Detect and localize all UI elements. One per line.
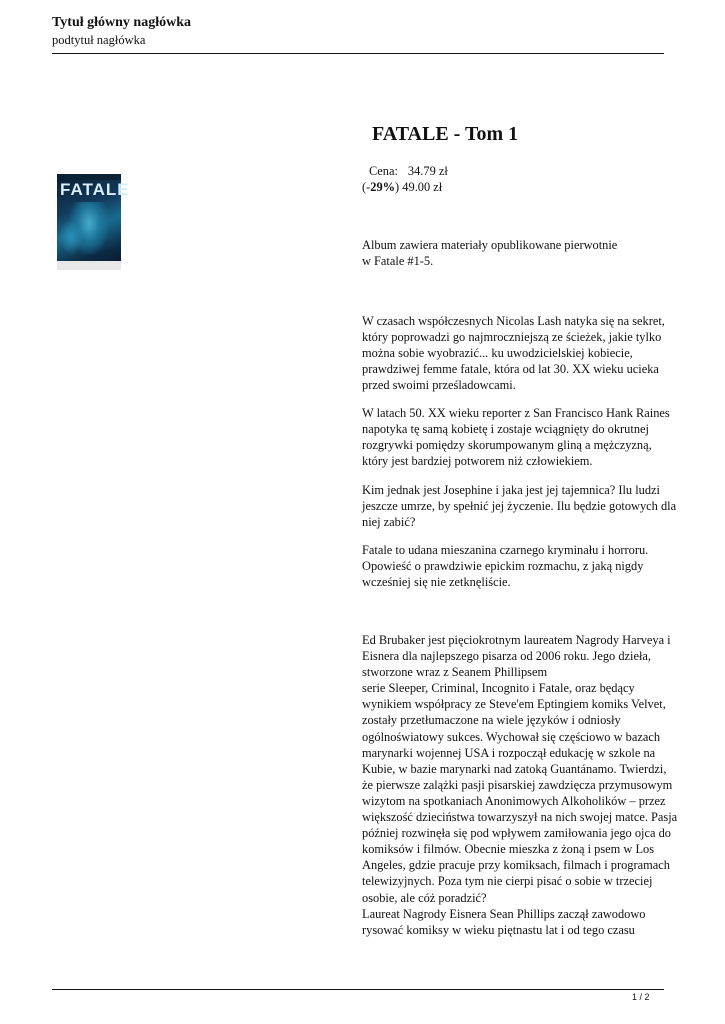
- text-line: wcześniej się nie zetknęliście.: [362, 575, 511, 590]
- price-label: Cena:: [369, 164, 398, 178]
- text-line: Album zawiera materiały opublikowane pierwotnie: [362, 238, 618, 252]
- price-value: 34.79 zł: [407, 164, 448, 178]
- header-title: Tytuł główny nagłówka: [52, 15, 191, 30]
- book-title: FATALE - Tom 1: [372, 123, 519, 145]
- paragraph-artist-bio: [362, 906, 674, 938]
- text-line: W latach 50. XX wieku reporter z San Francisco Hank Raines: [362, 406, 670, 420]
- paragraph-summary: [362, 542, 674, 590]
- text-line: zostały przetłumaczone na wiele języków i odniosły: [362, 713, 621, 728]
- page-header: [52, 14, 664, 49]
- paragraph-description: [362, 237, 674, 269]
- header-subtitle: podtytuł nagłówka: [52, 33, 146, 47]
- text-line: stworzone wraz z Seanem Phillipsem: [362, 665, 548, 680]
- discount-percent: 29%: [370, 180, 396, 194]
- discount-close: ): [395, 180, 400, 194]
- text-line: przed swoimi prześladowcami.: [362, 378, 516, 393]
- text-line: osobie, ale cóż poradzić?: [362, 890, 487, 905]
- text-line: Kubie, w bazie marynarki nad zatoką Guantánamo. Twierdzi,: [362, 761, 667, 776]
- text-line: Laureat Nagrody Eisnera Sean Phillips zaczął zawodowo: [362, 907, 646, 921]
- paragraph-plot-1: [362, 313, 674, 393]
- text-line: który poprowadzi go najmroczniejszą ze ścieżek, jakie tylko: [362, 330, 662, 345]
- text-line: prawdziwej femme fatale, która od lat 30. XX wieku ucieka: [362, 362, 659, 377]
- text-line: jeszcze umrze, by spełnić jej życzenie. Ilu będzie gotowych dla: [362, 499, 677, 514]
- text-line: później rozwinęła się pod wpływem zamiłowania jego ojca do: [362, 826, 671, 841]
- text-line: Eisnera dla najlepszego pisarza od 2006 roku. Jego dzieła,: [362, 649, 652, 664]
- text-line: Angeles, gdzie pracuje przy komiksach, filmach i programach: [362, 858, 670, 873]
- cover-bottom-strip: [57, 261, 121, 270]
- paragraph-author-bio: [362, 632, 678, 906]
- text-line: można sobie wyobrazić... ku uwodzicielskiej kobiecie,: [362, 346, 633, 361]
- text-line: rozgrywki pomiędzy skorumpowanym gliną a mężczyzną,: [362, 438, 652, 453]
- text-line: Ed Brubaker jest pięciokrotnym laureatem Nagrody Harveya i: [362, 633, 671, 647]
- discount-open: (-: [362, 180, 371, 194]
- cover-logo: FATALE: [60, 180, 130, 199]
- paragraph-plot-3: [362, 482, 677, 530]
- text-line: wizytom na spotkaniach Anonimowych Alkoholików – przez: [362, 793, 666, 808]
- old-price: 49.00 zł: [402, 180, 443, 194]
- text-line: który jest bardziej potworem niż człowiekiem.: [362, 454, 593, 469]
- text-line: Opowieść o prawdziwie epickim rozmachu, z jaką nigdy: [362, 559, 644, 574]
- cover-figure-secondary: [59, 219, 83, 255]
- text-line: rysować komiksy w wieku piętnastu lat i od tego czasu: [362, 923, 635, 938]
- text-line: wynikiem współpracy ze Steve'em Eptingiem komiks Velvet,: [362, 697, 666, 712]
- footer-rule: [52, 989, 664, 990]
- text-line: marynarki wojennej USA i rozpoczął edukację w szkole na: [362, 745, 656, 760]
- header-rule: [52, 53, 664, 54]
- price-block: [362, 163, 448, 195]
- book-cover-image: [57, 174, 130, 270]
- page-number: 1 / 2: [632, 992, 650, 1002]
- text-line: niej zabić?: [362, 515, 416, 530]
- text-line: Kim jednak jest Josephine i jaka jest jej tajemnica? Ilu ludzi: [362, 483, 660, 497]
- text-line: ogólnoświatowy sukces. Wychował się częściowo w bazach: [362, 729, 661, 744]
- text-line: komiksów i filmów. Obecnie mieszka z żoną i psem w Los: [362, 842, 655, 857]
- paragraph-plot-2: [362, 405, 674, 469]
- text-line: W czasach współczesnych Nicolas Lash natyka się na sekret,: [362, 314, 665, 328]
- text-line: że pierwsze zalążki pasji pisarskiej zawdzięcza przymusowym: [362, 777, 673, 792]
- text-line: serie Sleeper, Criminal, Incognito i Fatale, oraz będący: [362, 681, 635, 696]
- text-line: napotyka tę samą kobietę i zostaje wciągnięty do okrutnej: [362, 422, 649, 437]
- text-line: Fatale to udana mieszanina czarnego kryminału i horroru.: [362, 543, 649, 557]
- text-line: w Fatale #1-5.: [362, 254, 434, 269]
- text-line: większość dzieciństwa towarzyszył na nich swojej matce. Pasja: [362, 810, 678, 825]
- text-line: telewizyjnych. Poza tym nie cierpi pisać o sobie w trzeciej: [362, 874, 653, 889]
